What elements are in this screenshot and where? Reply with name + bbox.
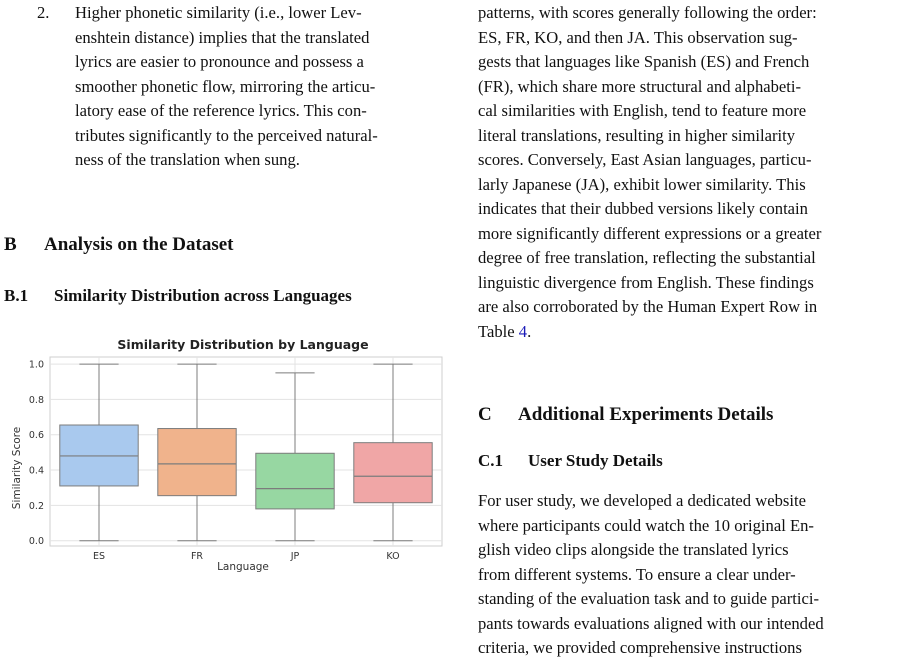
- text-line: Higher phonetic similarity (i.e., lower Lev-: [75, 3, 362, 22]
- subsection-title: Similarity Distribution across Languages: [54, 286, 352, 305]
- x-tick-label: FR: [190, 551, 204, 562]
- box-iqr: [158, 429, 236, 496]
- y-tick-label: 0.0: [28, 536, 44, 548]
- chart-title: Similarity Distribution by Language: [117, 337, 369, 352]
- text-line: more significantly different expressions or a greater: [478, 223, 822, 243]
- text-line: ness of the translation when sung.: [75, 150, 300, 169]
- text-line: indicates that their dubbed versions likely contain: [478, 199, 808, 218]
- text-line: larly Japanese (JA), exhibit lower similarity. This: [478, 174, 806, 194]
- subsection-number: C.1: [478, 451, 504, 470]
- text-line: tributes significantly to the perceived natural-: [75, 125, 378, 145]
- subsection-heading-c1: [478, 450, 663, 472]
- text-line: scores. Conversely, East Asian languages, particu-: [478, 150, 812, 169]
- text-line: literal translations, resulting in higher similarity: [478, 125, 796, 145]
- text-line: smoother phonetic flow, mirroring the articu-: [75, 76, 376, 96]
- list-text: [40, 1, 457, 173]
- text-line: latory ease of the reference lyrics. This con-: [75, 101, 367, 120]
- text-line: glish video clips alongside the translated lyrics: [478, 540, 789, 559]
- table-reference-link[interactable]: 4: [518, 321, 528, 341]
- y-tick-label: 0.6: [28, 430, 44, 442]
- y-tick-label: 1.0: [28, 359, 44, 371]
- text-line-last: [478, 320, 906, 345]
- x-axis-label: Language: [217, 561, 269, 573]
- section-title: Additional Experiments Details: [518, 404, 774, 425]
- y-axis-label: Similarity Score: [11, 426, 23, 510]
- section-heading-b: [4, 233, 233, 257]
- section-number: B: [4, 234, 17, 255]
- text-line: For user study, we developed a dedicated website: [478, 491, 806, 510]
- section-heading-c: [478, 403, 773, 427]
- text-line: criteria, we provided comprehensive instructions: [478, 638, 802, 657]
- box-iqr: [256, 453, 334, 509]
- text-line: linguistic divergence from English. These findings: [478, 272, 814, 292]
- section-number: C: [478, 404, 492, 425]
- y-tick-label: 0.2: [28, 500, 44, 512]
- y-tick-label: 0.8: [28, 394, 44, 406]
- x-tick-label: KO: [386, 551, 400, 562]
- list-number: 2.: [37, 3, 50, 22]
- text-line: pants towards evaluations aligned with our intended: [478, 613, 824, 633]
- text-fragment: Table: [478, 321, 519, 341]
- x-tick-label: ES: [92, 551, 106, 562]
- paragraph-distribution-analysis: [478, 1, 906, 344]
- subsection-heading-b1: [4, 285, 352, 307]
- box-plot-chart: [0, 333, 470, 583]
- text-line: ES, FR, KO, and then JA. This observation sug-: [478, 27, 798, 47]
- text-line: cal similarities with English, tend to feature more: [478, 101, 807, 120]
- list-item-2: [37, 1, 457, 173]
- text-line: patterns, with scores generally following the order:: [478, 3, 817, 22]
- x-tick-label: JP: [290, 551, 300, 562]
- text-fragment: .: [527, 321, 532, 341]
- text-line: degree of free translation, reflecting the substantial: [478, 248, 816, 267]
- y-tick-label: 0.4: [28, 465, 44, 477]
- text-line: standing of the evaluation task and to guide partici-: [478, 589, 819, 608]
- text-line: (FR), which share more structural and alphabeti-: [478, 76, 802, 96]
- subsection-title: User Study Details: [528, 451, 663, 470]
- text-line: lyrics are easier to pronounce and possess a: [75, 52, 364, 71]
- text-line: enshtein distance) implies that the translated: [75, 27, 370, 47]
- paragraph-user-study: [478, 489, 906, 661]
- subsection-number: B.1: [4, 286, 29, 305]
- text-line: are also corroborated by the Human Expert Row in: [478, 297, 818, 316]
- text-line: from different systems. To ensure a clear under-: [478, 564, 796, 584]
- section-title: Analysis on the Dataset: [44, 234, 234, 255]
- box-iqr: [354, 443, 432, 503]
- text-line: where participants could watch the 10 original En-: [478, 515, 814, 535]
- text-line: gests that languages like Spanish (ES) and French: [478, 52, 810, 71]
